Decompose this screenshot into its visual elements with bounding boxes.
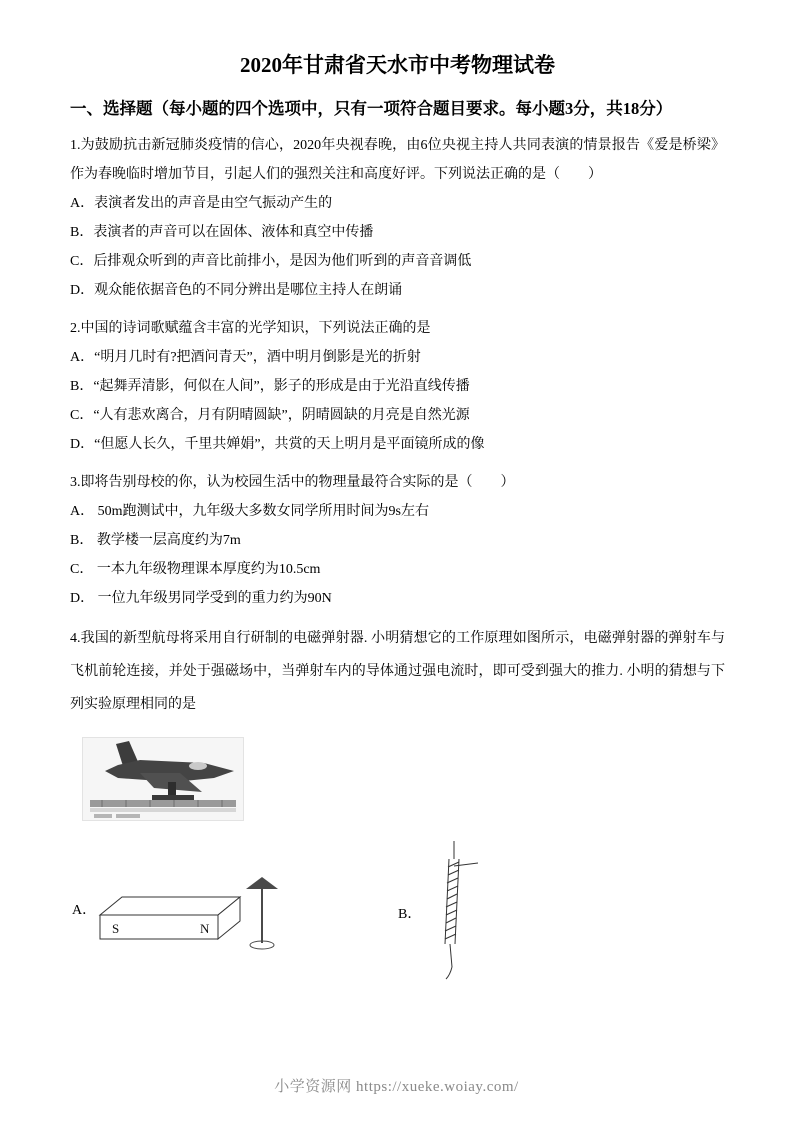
question-2 [70, 314, 725, 459]
question-1-option-a: A．表演者发出的声音是由空气振动产生的 [70, 196, 333, 211]
question-4-stem: 4.我国的新型航母将采用自行研制的电磁弹射器. 小明猜想它的工作原理如图所示，电磁弹射器的弹射车与飞机前轮连接，并处于强磁场中，当弹射车内的导体通过强电流时，即可受到强大的推力. 小明的猜想与下列实验原理相同的是 [70, 631, 725, 712]
question-2-option-a: A．“明月几时有?把酒问青天”，酒中明月倒影是光的折射 [70, 350, 421, 365]
magnet-pole-n-label: N [200, 921, 210, 936]
spring-tube-figure [432, 839, 478, 984]
magnet-pole-s-label: S [112, 921, 120, 936]
question-2-option-b: B．“起舞弄清影，何似在人间”，影子的形成是由于光沿直线传播 [70, 379, 470, 394]
question-1-option-b: B．表演者的声音可以在固体、液体和真空中传播 [70, 225, 374, 240]
question-3-option-b: B． 教学楼一层高度约为7m [70, 533, 241, 548]
section-header: 一、选择题（每小题的四个选项中，只有一项符合题目要求。每小题3分，共18分） [70, 99, 673, 118]
site-watermark: 小学资源网 https://xueke.woiay.com/ [274, 1079, 519, 1095]
question-3-option-d: D． 一位九年级男同学受到的重力约为90N [70, 591, 332, 606]
question-4-figures [70, 721, 725, 993]
question-3-option-a: A． 50m跑测试中，九年级大多数女同学所用时间为9s左右 [70, 504, 429, 519]
question-4 [70, 622, 725, 993]
question-3-option-c: C． 一本九年级物理课本厚度约为10.5cm [70, 562, 321, 577]
option-a-label: A． [72, 903, 97, 918]
question-1-option-d: D．观众能依据音色的不同分辨出是哪位主持人在朗诵 [70, 283, 403, 298]
question-1-stem: 1.为鼓励抗击新冠肺炎疫情的信心，2020年央视春晚，由6位央视主持人共同表演的情景报告《爱是桥梁》作为春晚临时增加节目，引起人们的强烈关注和高度好评。下列说法正确的是（ ） [70, 138, 725, 182]
question-2-option-d: D．“但愿人长久，千里共婵娟”，共赏的天上明月是平面镜所成的像 [70, 437, 485, 452]
page-title: 2020年甘肃省天水市中考物理试卷 [240, 53, 555, 77]
catapult-jet-photo [82, 737, 244, 821]
question-1-option-c: C．后排观众听到的声音比前排小，是因为他们听到的声音音调低 [70, 254, 472, 269]
question-1 [70, 131, 725, 305]
magnet-experiment-figure [90, 861, 290, 961]
question-2-stem: 2.中国的诗词歌赋蕴含丰富的光学知识，下列说法正确的是 [70, 321, 431, 336]
option-b-label: B． [398, 907, 422, 922]
question-2-option-c: C．“人有悲欢离合，月有阴晴圆缺”，阴晴圆缺的月亮是自然光源 [70, 408, 470, 423]
question-3 [70, 468, 725, 613]
question-3-stem: 3.即将告别母校的你，认为校园生活中的物理量最符合实际的是（ ） [70, 475, 515, 490]
